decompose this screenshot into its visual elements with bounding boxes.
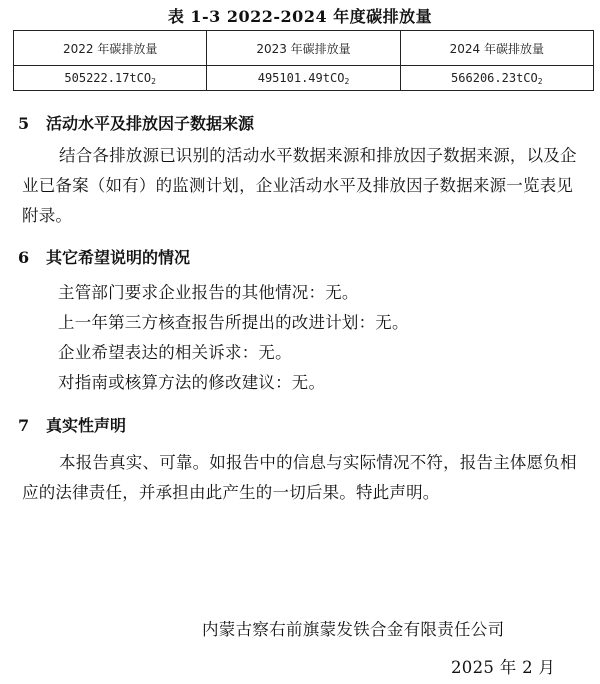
value-number: 495101.49 [257, 70, 323, 85]
value-number: 566206.23 [451, 70, 517, 85]
value-2023 [207, 66, 400, 91]
company-signature: 内蒙古察右前旗蒙发铁合金有限责任公司 [202, 620, 505, 639]
section-7-paragraph: 本报告真实、可靠。如报告中的信息与实际情况不符，报告主体愿负相应的法律责任，并承担由此产生的一切后果。特此声明。 [22, 453, 577, 502]
section-number: 5 [18, 114, 30, 133]
emissions-table [13, 30, 594, 91]
header-2022: 2022 年碳排放量 [14, 31, 207, 66]
section-5-paragraph: 结合各排放源已识别的活动水平数据来源和排放因子数据来源，以及企业已备案（如有）的监测计划，企业活动水平及排放因子数据来源一览表见附录。 [22, 146, 577, 225]
header-2023: 2023 年碳排放量 [207, 31, 400, 66]
section-7-heading [18, 413, 126, 436]
section-6-line-2: 上一年第三方核查报告所提出的改进计划：无。 [58, 313, 409, 332]
section-6-line-1: 主管部门要求企业报告的其他情况：无。 [58, 283, 359, 302]
table-caption: 表 1-3 2022-2024 年度碳排放量 [167, 7, 433, 26]
unit-label: tCO$_2$ [322, 70, 350, 86]
table-header-row [14, 31, 594, 66]
unit-label: tCO$_2$ [129, 70, 156, 86]
section-number: 7 [18, 416, 30, 435]
section-5-heading [18, 111, 254, 134]
section-6-heading [18, 245, 190, 268]
value-2022 [14, 66, 207, 91]
section-6-line-4: 对指南或核算方法的修改建议：无。 [58, 373, 326, 392]
value-number: 505222.17 [64, 70, 130, 85]
header-2024: 2024 年碳排放量 [400, 31, 593, 66]
section-title: 活动水平及排放因子数据来源 [46, 114, 255, 133]
table-row [14, 66, 594, 91]
unit-label: tCO$_2$ [516, 70, 543, 86]
section-title: 真实性声明 [46, 416, 127, 435]
section-number: 6 [18, 248, 30, 267]
value-2024 [400, 66, 593, 91]
signature-date: 2025 年 2 月 [451, 658, 556, 677]
section-title: 其它希望说明的情况 [46, 248, 191, 267]
section-6-line-3: 企业希望表达的相关诉求：无。 [58, 343, 292, 362]
